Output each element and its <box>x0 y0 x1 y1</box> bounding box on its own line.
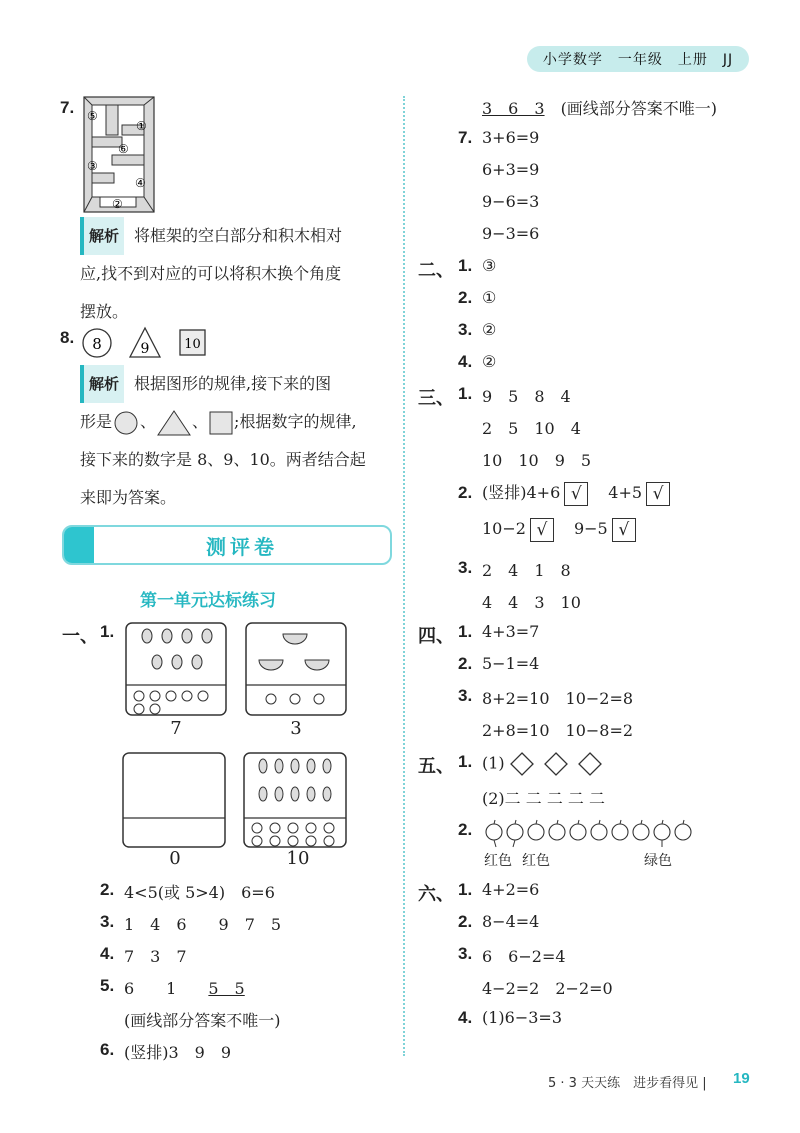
square-icon <box>208 410 234 436</box>
q8-analysis: 解析 根据图形的规律,接下来的图 形是 、 、 ;根据数字的规律, 接下来的数字是 8、9、10。两者结合起 来即为答案。 <box>80 365 400 517</box>
s3-q3-line: 2 4 1 8 <box>482 561 571 580</box>
section-6-label: 六、 <box>418 884 454 905</box>
color-label: 红色 <box>522 853 550 869</box>
s2-answer: ② <box>482 352 497 371</box>
s3-q2-line2: 10−2 √ 9−5 √ <box>482 516 640 542</box>
s4-answer: 8+2=10 10−2=8 <box>482 689 634 708</box>
r-q7-line: 9−6=3 <box>482 192 540 211</box>
spoons-box <box>243 752 347 848</box>
unit-title: 第一单元达标练习 <box>140 591 276 611</box>
s6-answer: 8−4=4 <box>482 912 540 931</box>
s4-num: 1. <box>458 622 473 641</box>
forks-box <box>125 622 227 716</box>
s1-q3-number: 3. <box>100 912 115 931</box>
check-box: √ <box>612 518 636 542</box>
square-number: 10 <box>184 337 201 352</box>
frame-label-4: ④ <box>135 176 146 190</box>
s2-num: 3. <box>458 320 473 339</box>
header-title: 小学数学 一年级 上册 JJ <box>527 46 749 72</box>
s4-num: 3. <box>458 686 473 705</box>
q8-number: 8. <box>60 328 75 347</box>
frame-label-2: ② <box>112 197 123 211</box>
s1-q4-number: 4. <box>100 944 115 963</box>
section-1-label: 一、 <box>62 626 98 647</box>
q7-analysis: 解析 将框架的空白部分和积木相对 应,找不到对应的可以将积木换个角度 摆放。 <box>80 217 400 331</box>
s6-num: 3. <box>458 944 473 963</box>
color-label: 红色 <box>484 853 512 869</box>
s5-q1-line1: (1) <box>482 752 610 776</box>
section-3-label: 三、 <box>418 388 454 409</box>
s1-q5-answer: 6 1 5 5 <box>124 979 245 998</box>
s4-answer: 5−1=4 <box>482 654 540 673</box>
triangle-number: 9 <box>140 341 150 357</box>
footer-slogan: 5 · 3 天天练 进步看得见 | <box>548 1076 707 1091</box>
s6-num: 4. <box>458 1008 473 1027</box>
right-top-line: 3 6 3 (画线部分答案不唯一) <box>482 99 718 118</box>
section-5-label: 五、 <box>418 756 454 777</box>
caption-forks: 7 <box>170 718 182 739</box>
s6-extra: 4−2=2 2−2=0 <box>482 979 613 998</box>
s5-q1-line2: (2)二 二 二 二 二 <box>482 789 606 808</box>
page-number: 19 <box>733 1070 750 1087</box>
s2-answer: ① <box>482 288 497 307</box>
q7-number: 7. <box>60 98 75 117</box>
s6-answer: 4+2=6 <box>482 880 540 899</box>
s2-num: 1. <box>458 256 473 275</box>
s2-answer: ③ <box>482 256 497 275</box>
diamond-shapes <box>510 752 610 776</box>
caption-bowls: 3 <box>290 718 302 739</box>
s3-q3-line: 4 4 3 10 <box>482 593 581 612</box>
frame-label-1: ① <box>136 119 147 133</box>
s2-num: 4. <box>458 352 473 371</box>
s3-num: 3. <box>458 558 473 577</box>
empty-box <box>122 752 226 848</box>
s1-q5-number: 5. <box>100 976 115 995</box>
s6-num: 2. <box>458 912 473 931</box>
s1-q3-answer: 1 4 6 9 7 5 <box>124 915 282 934</box>
q8-shapes <box>80 326 210 360</box>
bowls-box <box>245 622 347 716</box>
check-box: √ <box>646 482 670 506</box>
s5-num: 1. <box>458 752 473 771</box>
caption-empty: 0 <box>169 848 181 869</box>
s3-q2-line1: (竖排)4+6 √ 4+5 √ <box>482 480 674 506</box>
s3-q1-line: 2 5 10 4 <box>482 419 581 438</box>
analysis-tag: 解析 <box>80 217 124 255</box>
section-4-label: 四、 <box>418 626 454 647</box>
s1-q6-number: 6. <box>100 1040 115 1059</box>
s6-answer: (1)6−3=3 <box>482 1008 563 1027</box>
frame-label-6: ⑥ <box>118 142 129 156</box>
circle-number: 8 <box>92 335 102 353</box>
s5-num: 2. <box>458 820 473 839</box>
analysis-tag: 解析 <box>80 365 124 403</box>
s1-q2-answer: 4<5(或 5>4) 6=6 <box>124 883 275 902</box>
r-q7-line: 3+6=9 <box>482 128 540 147</box>
s4-extra: 2+8=10 10−8=2 <box>482 721 634 740</box>
apple-row <box>482 816 697 848</box>
circle-icon <box>112 410 140 436</box>
r-q7-number: 7. <box>458 128 473 147</box>
s1-q4-answer: 7 3 7 <box>124 947 187 966</box>
color-label: 绿色 <box>644 853 672 869</box>
s6-answer: 6 6−2=4 <box>482 947 566 966</box>
s2-num: 2. <box>458 288 473 307</box>
s1-q6-answer: (竖排)3 9 9 <box>124 1043 232 1062</box>
s1-q5-note: (画线部分答案不唯一) <box>124 1011 281 1030</box>
r-q7-line: 9−3=6 <box>482 224 540 243</box>
column-divider <box>403 96 405 1056</box>
triangle-icon <box>156 409 192 437</box>
r-q7-line: 6+3=9 <box>482 160 540 179</box>
s6-num: 1. <box>458 880 473 899</box>
test-paper-banner: 测评卷 <box>62 525 392 565</box>
s3-q1-line: 10 10 9 5 <box>482 451 592 470</box>
block-frame-figure <box>82 95 157 215</box>
s3-q1-line: 9 5 8 4 <box>482 387 571 406</box>
s4-num: 2. <box>458 654 473 673</box>
s2-answer: ② <box>482 320 497 339</box>
check-box: √ <box>530 518 554 542</box>
section-2-label: 二、 <box>418 260 454 281</box>
caption-spoons: 10 <box>286 848 310 869</box>
s3-num: 1. <box>458 384 473 403</box>
s4-answer: 4+3=7 <box>482 622 540 641</box>
frame-label-5: ⑤ <box>87 109 98 123</box>
s1-q1-number: 1. <box>100 622 115 641</box>
s3-num: 2. <box>458 483 473 502</box>
frame-label-3: ③ <box>87 159 98 173</box>
check-box: √ <box>564 482 588 506</box>
s1-q2-number: 2. <box>100 880 115 899</box>
